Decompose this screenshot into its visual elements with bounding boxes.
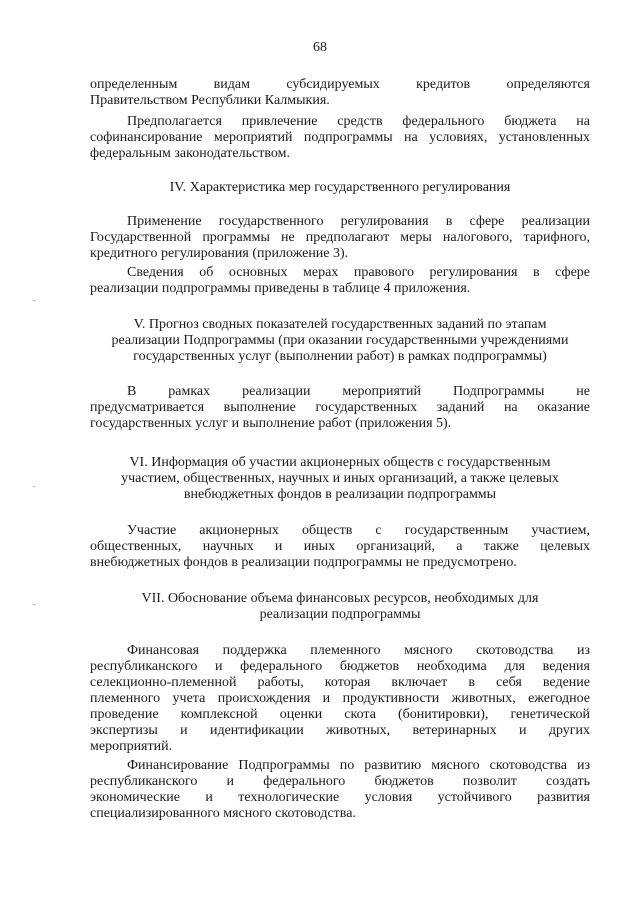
scan-margin-mark <box>33 486 35 487</box>
section-heading-v: V. Прогноз сводных показателей государственных заданий по этапам <box>133 317 547 332</box>
paragraph-line: Финансирование Подпрограммы по развитию мясного скотоводства из <box>127 758 590 773</box>
paragraph-line: определенным видам субсидируемых кредитов определяются <box>90 77 590 92</box>
paragraph-line: реализации подпрограммы приведены в таблице 4 приложения. <box>90 281 471 296</box>
paragraph-line: Применение государственного регулирования в сфере реализации <box>127 214 590 229</box>
section-heading-v: реализации Подпрограммы (при оказании государственными учреждениями <box>111 333 569 348</box>
paragraph-line: экспертизы и идентификации животных, ветеринарных и других <box>90 723 590 738</box>
paragraph-line: Государственной программы не предполагают меры налогового, тарифного, <box>90 230 590 245</box>
section-heading-vii: реализации подпрограммы <box>259 607 421 622</box>
section-heading-iv: IV. Характеристика мер государственного регулирования <box>169 180 511 195</box>
paragraph-line: кредитного регулирования (приложение 3). <box>90 246 349 261</box>
paragraph-line: проведение комплексной оценки скота (бонитировки), генетической <box>90 707 590 722</box>
paragraph-line: внебюджетных фондов в реализации подпрограммы не предусмотрено. <box>90 555 517 570</box>
paragraph-line: общественных, научных и иных организаций, а также целевых <box>90 539 590 554</box>
paragraph-line: Участие акционерных обществ с государственным участием, <box>127 523 590 538</box>
paragraph-line: мероприятий. <box>90 739 173 754</box>
paragraph-line: Предполагается привлечение средств федерального бюджета на <box>127 114 590 129</box>
paragraph-line: республиканского и федерального бюджетов позволит создать <box>90 774 590 789</box>
paragraph-line: Финансовая поддержка племенного мясного скотоводства из <box>127 643 590 658</box>
paragraph-line: В рамках реализации мероприятий Подпрограммы не <box>127 384 590 399</box>
section-heading-vi: VI. Информация об участии акционерных обществ с государственным <box>129 455 551 470</box>
section-heading-vii: VII. Обоснование объема финансовых ресурсов, необходимых для <box>141 591 539 606</box>
paragraph-line: федеральным законодательством. <box>90 146 290 161</box>
paragraph-line: Сведения об основных мерах правового регулирования в сфере <box>127 265 590 280</box>
paragraph-line: софинансирование мероприятий подпрограммы на условиях, установленных <box>90 130 590 145</box>
section-heading-vi: участием, общественных, научных и иных организаций, а также целевых <box>121 471 559 486</box>
page-number: 68 <box>313 40 327 55</box>
paragraph-line: экономические и технологические условия устойчивого развития <box>90 790 590 805</box>
section-heading-vi: внебюджетных фондов в реализации подпрограммы <box>183 487 497 502</box>
paragraph-line: селекционно-племенной работы, которая включает в себя ведение <box>90 675 590 690</box>
scan-margin-mark <box>33 604 35 605</box>
section-heading-v: государственных услуг (выполнении работ) в рамках подпрограммы) <box>133 349 547 364</box>
paragraph-line: племенного учета происхождения и продуктивности животных, ежегодное <box>90 691 590 706</box>
scan-margin-mark <box>33 300 35 301</box>
paragraph-line: государственных услуг и выполнение работ (приложения 5). <box>90 416 452 431</box>
paragraph-line: республиканского и федерального бюджетов необходима для ведения <box>90 659 590 674</box>
paragraph-line: Правительством Республики Калмыкия. <box>90 93 330 108</box>
paragraph-line: предусматривается выполнение государственных заданий на оказание <box>90 400 590 415</box>
paragraph-line: специализированного мясного скотоводства. <box>90 806 356 821</box>
